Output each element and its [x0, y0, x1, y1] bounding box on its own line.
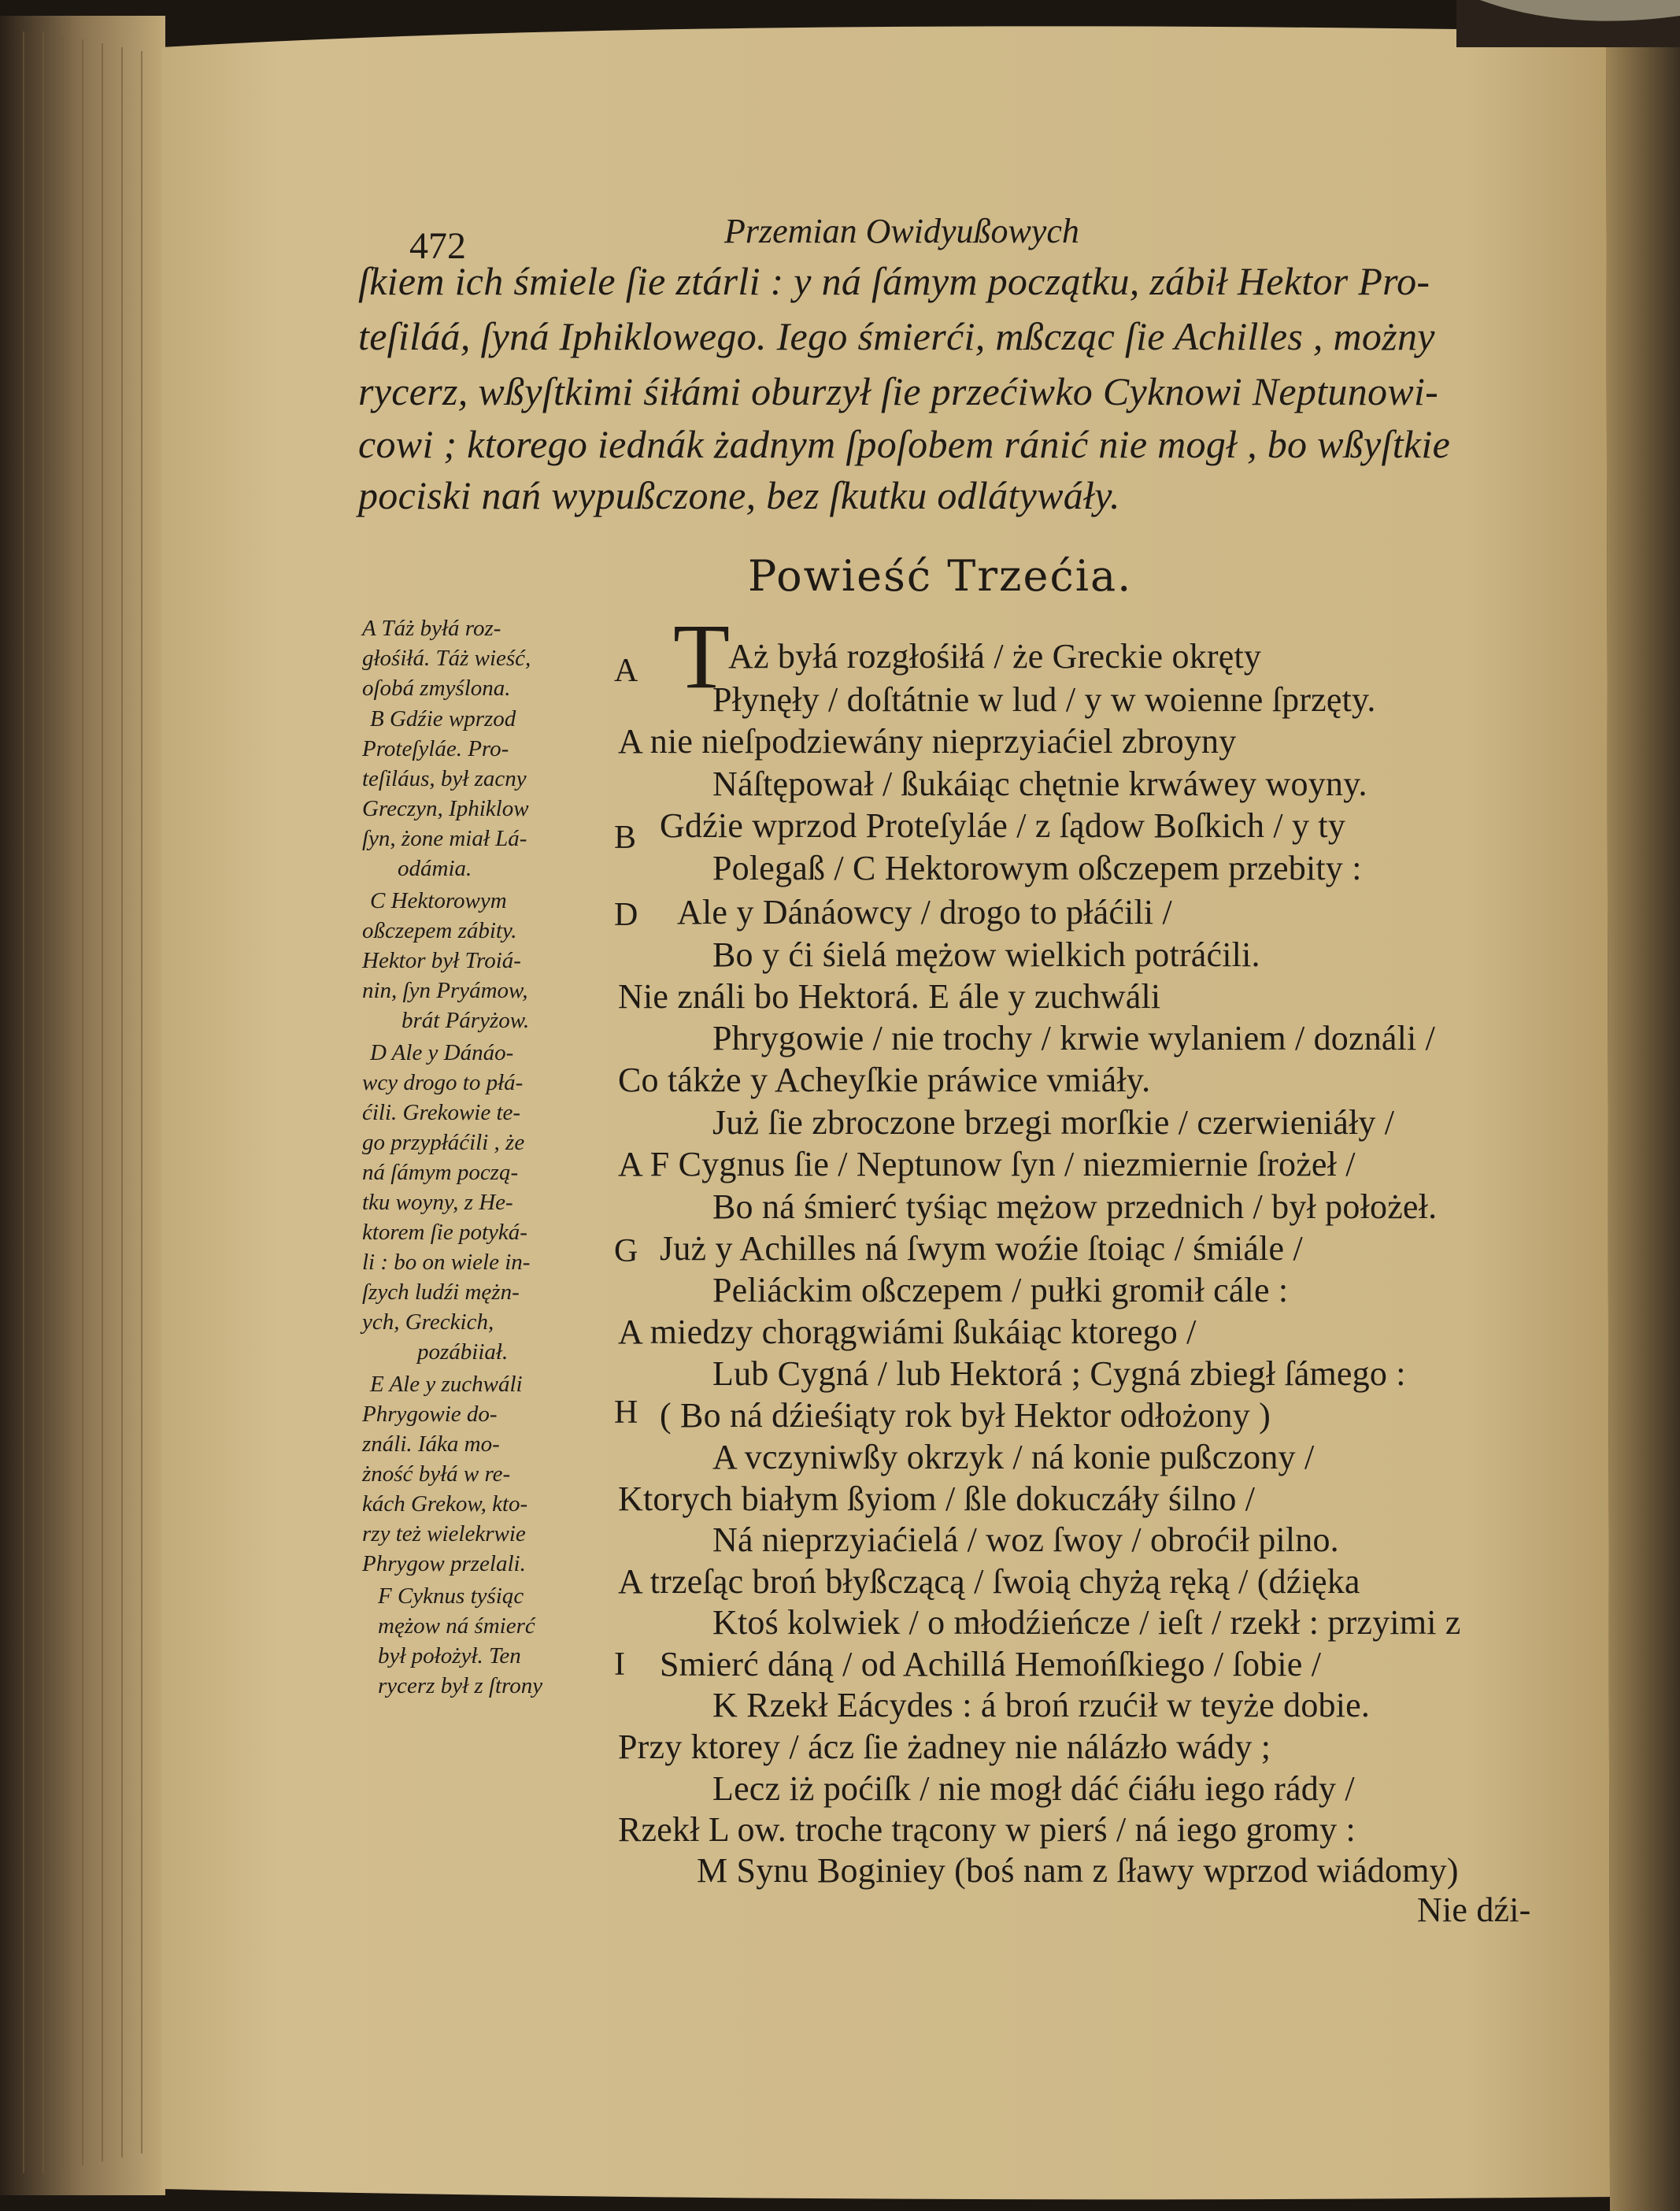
verse-line: A F Cygnus ſie / Neptunow ſyn / niezmiernie ſrożeł / [618, 1145, 1356, 1183]
verse-line: Ktorych białym ßyiom / ßle dokuczáły śilno / [618, 1480, 1256, 1518]
spine-gutter [1606, 31, 1680, 2211]
marginal-note: ćili. Grekowie te- [362, 1100, 521, 1125]
marginal-note: głośiłá. Táż wieść, [362, 646, 531, 671]
marginal-note: wcy drogo to płá- [362, 1070, 524, 1095]
marginal-note: ktorem ſie potyká- [362, 1220, 527, 1245]
marginal-note: teſiláus, był zacny [362, 766, 527, 791]
verse-line: A vczyniwßy okrzyk / ná konie pußczony / [712, 1438, 1315, 1476]
verse-line: Przy ktorey / ácz ſie żadney nie nálázło wády ; [618, 1728, 1271, 1766]
verse-letter: I [614, 1646, 625, 1683]
marginal-note: ſzych ludźi mężn- [362, 1280, 520, 1305]
marginal-note: D Ale y Dánáo- [370, 1040, 514, 1065]
marginal-note: brát Páryżow. [401, 1008, 530, 1033]
catchword: Nie dźi- [1417, 1891, 1531, 1929]
section-heading: Powieść Trzećia. [748, 551, 1133, 601]
marginal-note: oſobá zmyślona. [362, 676, 511, 701]
marginal-note: li : bo on wiele in- [362, 1250, 531, 1275]
marginal-note: E Ale y zuchwáli [370, 1372, 523, 1397]
marginal-note: ſyn, żone miał Lá- [362, 826, 527, 851]
verse-line: Polegaß / C Hektorowym oßczepem przebity : [712, 849, 1362, 887]
marginal-note: Phrygow przelali. [362, 1551, 526, 1576]
verse-line: Nie ználi bo Hektorá. E ále y zuchwáli [618, 977, 1161, 1016]
verse-line: A miedzy chorągwiámi ßukáiąc ktorego / [618, 1313, 1197, 1351]
prose-line: teſiláá, ſyná Iphiklowego. Iego śmierći, mßcząc ſie Achilles , możny [358, 314, 1435, 358]
marginal-note: rycerz był z ſtrony [378, 1673, 543, 1698]
prose-line: rycerz, wßyſtkimi śiłámi oburzył ſie przećiwko Cyknowi Neptunowi- [358, 369, 1439, 413]
marginal-note: żność byłá w re- [362, 1461, 511, 1487]
verse-line: ( Bo ná dźieśiąty rok był Hektor odłożony ) [660, 1396, 1271, 1435]
verse-line: K Rzekł Eácydes : á broń rzućił w teyże dobie. [712, 1686, 1371, 1724]
verse-line: Bo ná śmierć tyśiąc mężow przednich / był położeł. [712, 1187, 1438, 1226]
verse-line: Smierć dáną / od Achillá Hemońſkiego / ſobie / [660, 1645, 1322, 1683]
verse-line: Peliáckim oßczepem / pułki gromił cále : [712, 1271, 1289, 1309]
marginal-note: mężow ná śmierć [378, 1613, 535, 1639]
page-number: 472 [409, 225, 466, 267]
verse-letter: A [614, 653, 638, 689]
verse-line: Lub Cygná / lub Hektorá ; Cygná zbiegł ſámego : [712, 1354, 1406, 1393]
marginal-note: Hektor był Troiá- [362, 948, 521, 973]
marginal-note: nin, ſyn Pryámow, [362, 978, 528, 1003]
drop-cap: T [673, 605, 731, 708]
verse-line: Náſtępował / ßukáiąc chętnie krwáwey woyny. [712, 765, 1367, 803]
verse-line: Phrygowie / nie trochy / krwie wylaniem / doználi / [712, 1019, 1436, 1057]
verse-letter: D [614, 897, 638, 933]
verse-line: Lecz iż poćiſk / nie mogł dáć ćiáłu iego rády / [712, 1769, 1355, 1808]
marginal-note: rzy też wielekrwie [362, 1521, 526, 1546]
verse-letter: H [614, 1394, 638, 1431]
marginal-note: Greczyn, Iphiklow [362, 796, 529, 821]
verse-line: Już y Achilles ná ſwym woźie ſtoiąc / śmiále / [660, 1229, 1303, 1268]
marginal-note: F Cyknus tyśiąc [378, 1583, 524, 1609]
verse-line: Rzekł L ow. troche trącony w pierś / ná iego gromy : [618, 1810, 1356, 1849]
verse-line: Aż byłá rozgłośiłá / że Greckie okręty [728, 637, 1262, 676]
marginal-note: tku woyny, z He- [362, 1190, 513, 1215]
verse-line: Co tákże y Acheyſkie práwice vmiáły. [618, 1061, 1151, 1099]
verse-line: Płynęły / doſtátnie w lud / y w woienne ſprzęty. [712, 680, 1376, 719]
marginal-note: odámia. [398, 856, 472, 881]
marginal-note: oßczepem zábity. [362, 918, 517, 943]
verse-line: Ale y Dánáowcy / drogo to płáćili / [677, 893, 1172, 931]
running-head-title: Przemian Owidyußowych [724, 212, 1079, 250]
prose-line: ſkiem ich śmiele ſie ztárli : y ná ſámym początku, zábił Hektor Pro- [358, 259, 1430, 303]
marginal-note: Phrygowie do- [362, 1402, 498, 1427]
marginal-note: ych, Greckich, [362, 1309, 494, 1335]
verse-line: A trzeſąc broń błyßczącą / ſwoią chyżą ręką / (dźięka [618, 1562, 1360, 1601]
verse-line: A nie nieſpodziewány nieprzyiaćiel zbroyny [618, 722, 1237, 761]
marginal-note: był położył. Ten [378, 1643, 521, 1668]
verse-line: Ktoś kolwiek / o młodźieńcze / ieſt / rzekł : przyimi z [712, 1603, 1461, 1642]
marginal-note: pozábiiał. [417, 1339, 509, 1365]
marginal-note: B Gdźie wprzod [370, 706, 516, 731]
marginal-note: C Hektorowym [370, 888, 507, 913]
prose-line: cowi ; ktorego iednák żadnym ſpoſobem ránić nie mogł , bo wßyſtkie [358, 422, 1451, 466]
marginal-note: ználi. Iáka mo- [362, 1431, 500, 1457]
marginal-note: go przypłáćili , że [362, 1130, 525, 1155]
verse-line: Gdźie wprzod Proteſyláe / z ſądow Boſkich / y ty [660, 806, 1346, 845]
marginal-note: Proteſyláe. Pro- [362, 736, 509, 761]
marginal-note: A Táż byłá roz- [362, 616, 501, 641]
verse-line: Bo y ći śielá mężow wielkich potráćili. [712, 935, 1260, 974]
marginal-note: ná ſámym począ- [362, 1160, 519, 1185]
prose-line: pociski nań wypußczone, bez ſkutku odlátywáły. [358, 473, 1120, 517]
verse-letter: G [614, 1233, 638, 1269]
verse-line: M Synu Boginiey (boś nam z ſławy wprzod wiádomy) [697, 1851, 1459, 1890]
marginal-note: kách Grekow, kto- [362, 1491, 528, 1517]
verse-line: Ná nieprzyiaćielá / woz ſwoy / obroćił pilno. [712, 1520, 1339, 1559]
verse-letter: B [614, 820, 637, 856]
verse-line: Już ſie zbroczone brzegi morſkie / czerwieniáły / [712, 1103, 1395, 1142]
